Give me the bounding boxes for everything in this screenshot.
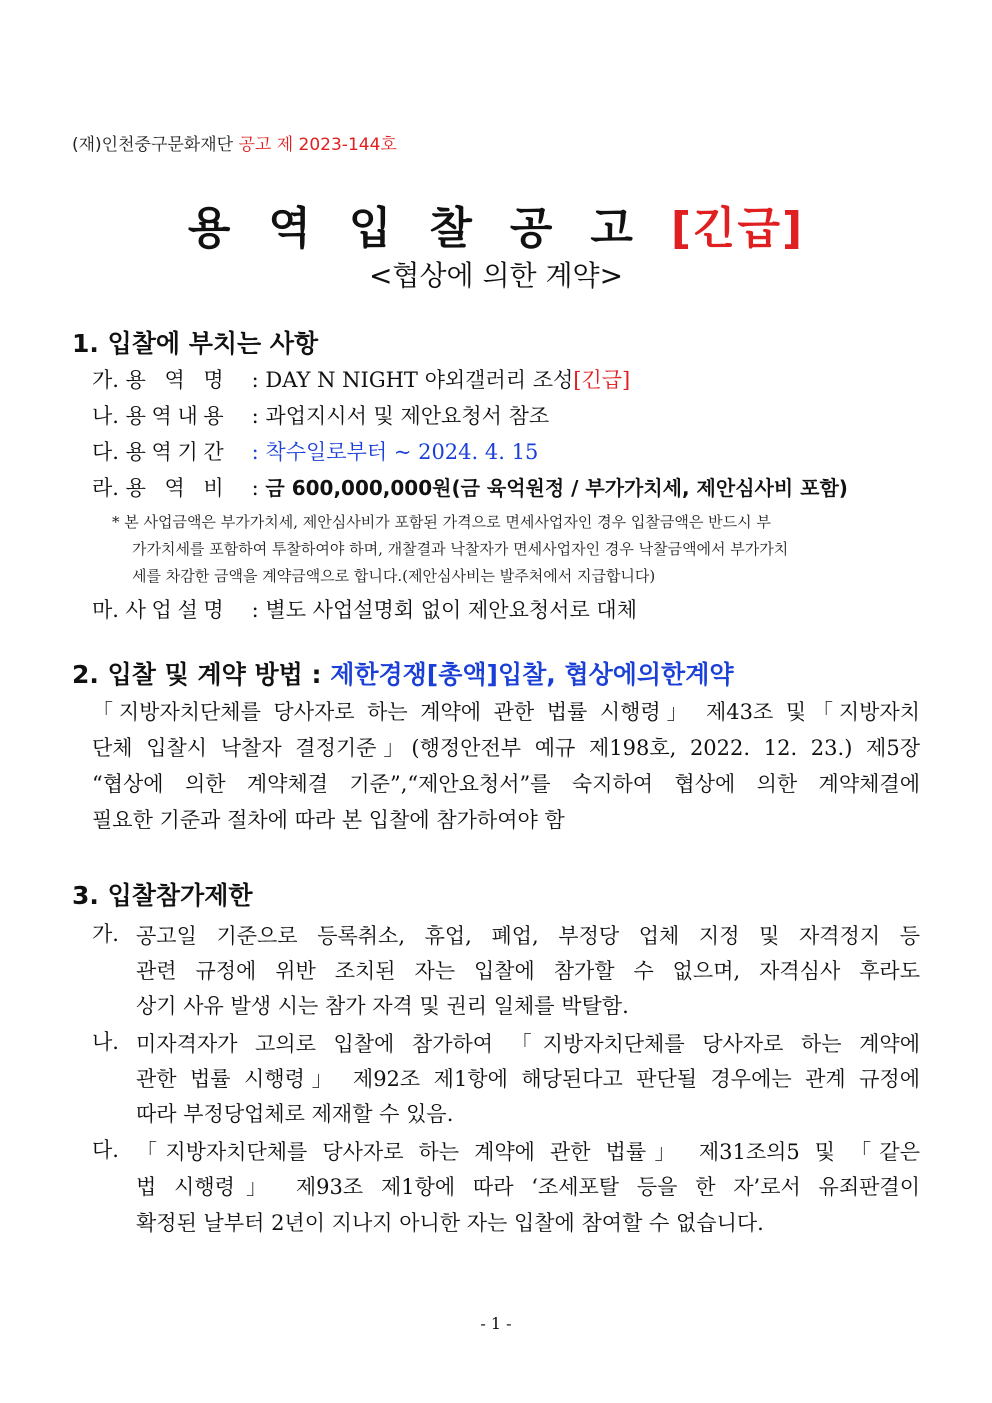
s3-item-line: 공고일 기준으로 등록취소, 휴업, 폐업, 부정당 업체 지정 및 자격정지 등	[136, 924, 920, 948]
section2-heading-text: 2. 입찰 및 계약 방법 :	[72, 660, 322, 689]
s3-item-line: 확정된 날부터 2년이 지나지 아니한 자는 입찰에 참여할 수 없습니다.	[136, 1211, 764, 1235]
s3-item-label: 다.	[92, 1138, 119, 1162]
s2-paragraph-line: 단체 입찰시 낙찰자 결정기준」(행정안전부 예규 제198호, 2022. 12. 23.) 제5장	[92, 736, 920, 760]
s1-note-line: 세를 차감한 금액을 계약금액으로 합니다.(제안심사비는 발주처에서 지급합니다)	[132, 567, 656, 585]
notice-line	[72, 130, 397, 155]
item-value: 금 600,000,000원(금 육억원정 / 부가가치세, 제안심사비 포함)	[265, 476, 848, 500]
section1-heading: 1. 입찰에 부치는 사항	[72, 329, 319, 358]
s3-item-line: 법 시행령」 제93조 제1항에 따라 ‘조세포탈 등을 한 자’로서 유죄판결이	[136, 1175, 920, 1199]
s1-item-service-name	[92, 364, 630, 394]
org-name: (재)인천중구문화재단	[72, 135, 234, 155]
title-main: 용역입찰공고	[187, 203, 671, 254]
item-key: 용 역 기 간	[125, 440, 224, 464]
item-key: 사 업 설 명	[125, 598, 224, 622]
s3-item-line: 미자격자가 고의로 입찰에 참가하여 「지방자치단체를 당사자로 하는 계약에	[136, 1032, 920, 1056]
item-value: 별도 사업설명회 없이 제안요청서로 대체	[265, 598, 637, 622]
section2-method: 제한경쟁[총액]입찰, 협상에의한계약	[330, 660, 734, 689]
item-value: DAY N NIGHT 야외갤러리 조성	[265, 368, 574, 392]
s1-note-line: * 본 사업금액은 부가가치세, 제안심사비가 포함된 가격으로 면세사업자인 경우 입찰금액은 반드시 부	[112, 513, 771, 531]
page-title	[0, 192, 992, 256]
item-value: 과업지시서 및 제안요청서 참조	[265, 404, 550, 428]
item-sep: :	[251, 440, 259, 464]
item-label: 나.	[92, 404, 119, 428]
s1-note-line: 가가치세를 포함하여 투찰하여야 하며, 개찰결과 낙찰자가 면세사업자인 경우 낙찰금액에서 부가가치	[132, 540, 789, 558]
item-sep: :	[251, 598, 259, 622]
s1-item-service-content	[92, 400, 549, 430]
item-value: 착수일로부터 ~ 2024. 4. 15	[265, 440, 539, 464]
item-key: 용 역 명	[125, 368, 224, 392]
s1-item-briefing	[92, 594, 637, 624]
s2-paragraph-line: 「지방자치단체를 당사자로 하는 계약에 관한 법률 시행령」 제43조 및「지방자치	[92, 700, 920, 724]
section2-heading	[72, 655, 734, 691]
s1-item-service-period	[92, 436, 538, 466]
s3-item-label: 나.	[92, 1030, 119, 1054]
s1-item-service-cost	[92, 472, 848, 502]
item-urgent: [긴급]	[573, 368, 631, 392]
page-number: - 1 -	[480, 1314, 512, 1333]
item-label: 가.	[92, 368, 119, 392]
page-subtitle: <협상에 의한 계약>	[368, 259, 624, 292]
notice-number: 공고 제 2023-144호	[238, 135, 397, 155]
s3-item-line: 관한 법률 시행령」 제92조 제1항에 해당된다고 판단될 경우에는 관계 규정에	[136, 1067, 920, 1091]
s2-paragraph-line: “협상에 의한 계약체결 기준”,“제안요청서”를 숙지하여 협상에 의한 계약체결에	[92, 772, 920, 796]
title-urgent-badge: [긴급]	[670, 203, 805, 254]
item-label: 마.	[92, 598, 119, 622]
s3-item-line: 관련 규정에 위반 조치된 자는 입찰에 참가할 수 없으며, 자격심사 후라도	[136, 959, 920, 983]
section3-heading: 3. 입찰참가제한	[72, 881, 253, 910]
item-sep: :	[251, 368, 259, 392]
s2-paragraph-line: 필요한 기준과 절차에 따라 본 입찰에 참가하여야 함	[92, 808, 565, 832]
item-key: 용 역 내 용	[125, 404, 224, 428]
item-sep: :	[251, 404, 259, 428]
item-sep: :	[251, 476, 259, 500]
s3-item-line: 「지방자치단체를 당사자로 하는 계약에 관한 법률」 제31조의5 및 「같은	[136, 1140, 920, 1164]
s3-item-label: 가.	[92, 922, 119, 946]
s3-item-line: 따라 부정당업체로 제재할 수 있음.	[136, 1102, 454, 1126]
s3-item-line: 상기 사유 발생 시는 참가 자격 및 권리 일체를 박탈함.	[136, 994, 629, 1018]
item-label: 다.	[92, 440, 119, 464]
item-label: 라.	[92, 476, 119, 500]
item-key: 용 역 비	[125, 476, 224, 500]
